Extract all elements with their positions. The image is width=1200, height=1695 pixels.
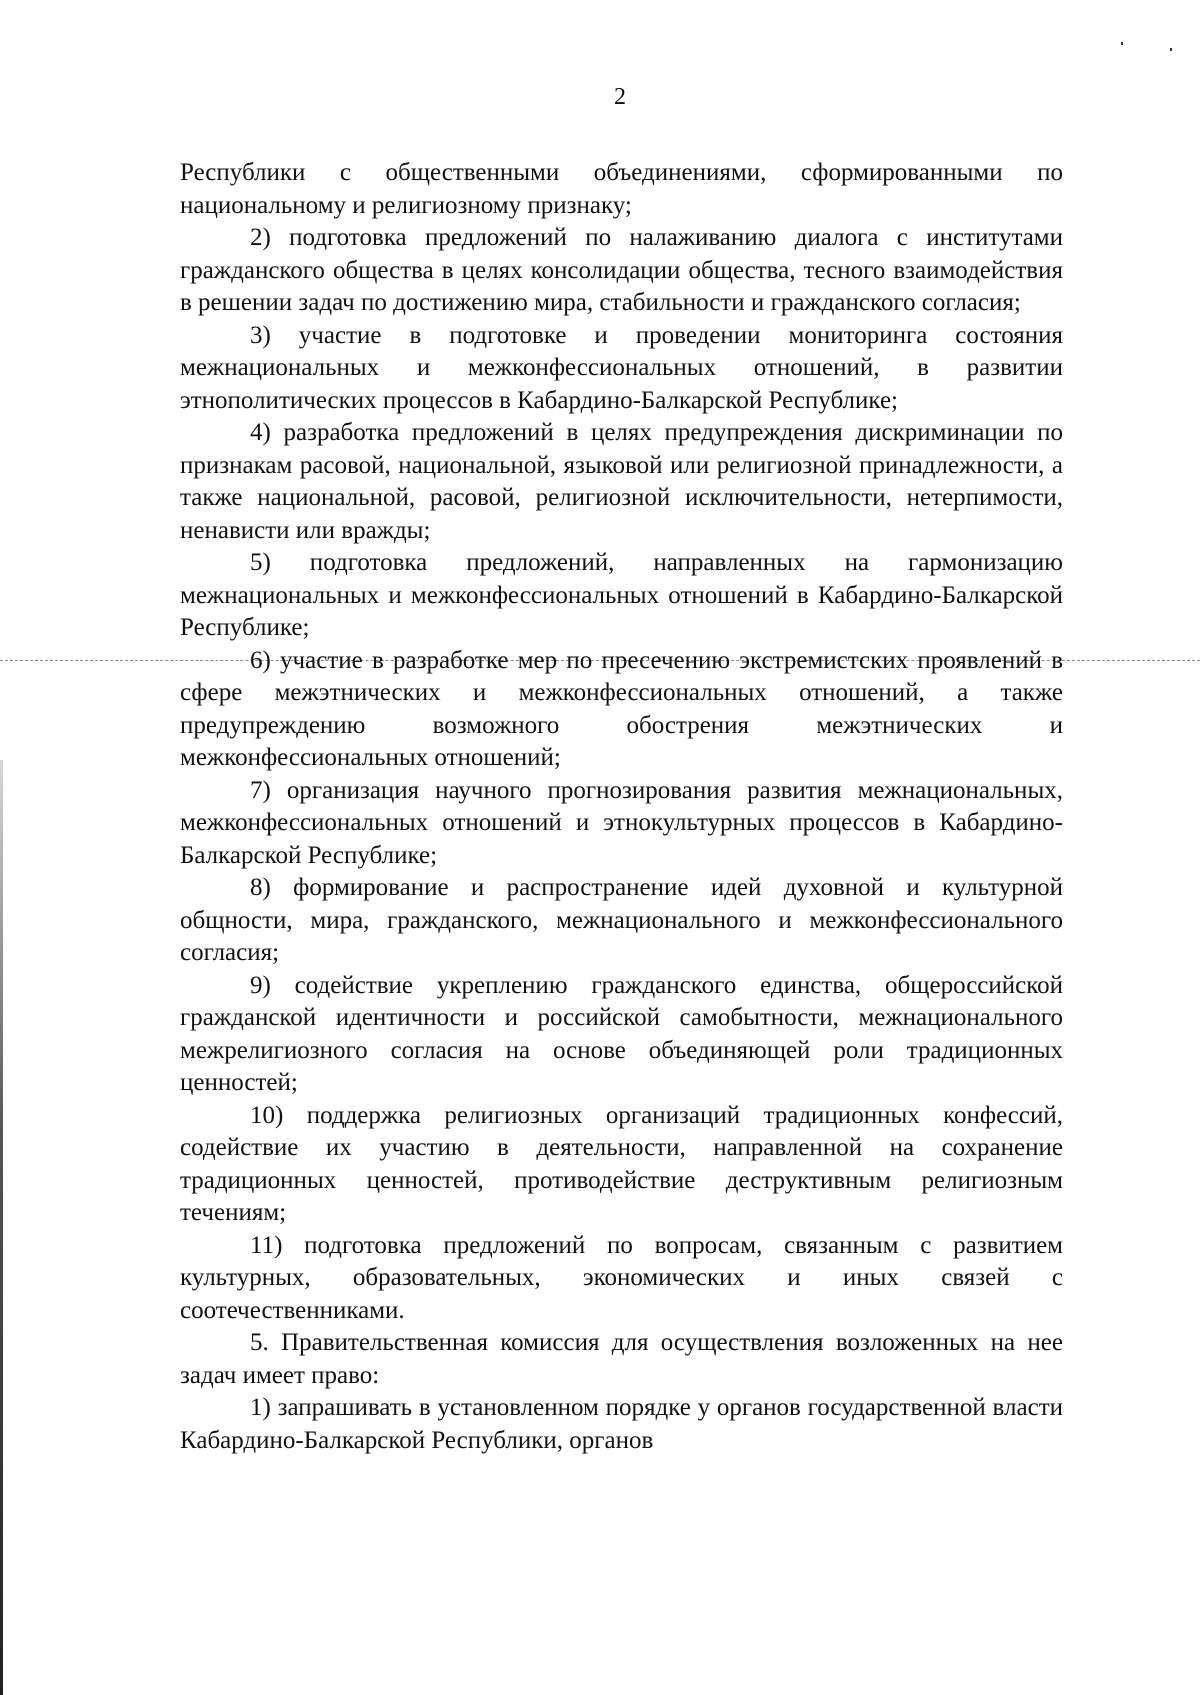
page-number: 2	[614, 84, 626, 110]
paragraph: 5) подготовка предложений, направленных на гармонизацию межнациональных и межконфессиональных отношений в Кабардино-Балкарской Республике;	[180, 549, 1063, 641]
scan-edge-shadow	[0, 760, 3, 1695]
paragraph: 3) участие в подготовке и проведении мониторинга состояния межнациональных и межконфессиональных отношений, в развитии этнополитических процессов в Кабардино-Балкарской Республике;	[180, 321, 1063, 414]
paragraph: 11) подготовка предложений по вопросам, связанным с развитием культурных, образовательных, экономических и иных связей с соотечественниками.	[180, 1231, 1063, 1324]
scan-speck	[1170, 48, 1172, 51]
paragraph: 8) формирование и распространение идей духовной и культурной общности, мира, гражданского, межнационального и межконфессионального согласия;	[180, 874, 1063, 966]
paragraph: 10) поддержка религиозных организаций традиционных конфессий, содействие их участию в деятельности, направленной на сохранение традиционных ценностей, противодействие деструктивным религиозным течениям;	[180, 1101, 1063, 1226]
paragraph: 2) подготовка предложений по налаживанию диалога с институтами гражданского общества в целях консолидации общества, тесного взаимодействия в решении задач по достижению мира, стабильности и гражданского согласия;	[180, 224, 1063, 316]
document-body	[180, 157, 1063, 1457]
paragraph: 1) запрашивать в установленном порядке у органов государственной власти Кабардино-Балкарской Республики, органов	[180, 1394, 1063, 1454]
paragraph: 7) организация научного прогнозирования развития межнациональных, межконфессиональных отношений и этнокультурных процессов в Кабардино-Балкарской Республике;	[180, 776, 1063, 869]
scan-speck	[1121, 42, 1123, 45]
paragraph: 6) участие в разработке мер по пресечению экстремистских проявлений в сфере межэтнических и межконфессиональных отношений, а также предупреждению возможного обострения межэтнических и межконфессиональных отношений;	[180, 646, 1063, 771]
paragraph: 4) разработка предложений в целях предупреждения дискриминации по признакам расовой, национальной, языковой или религиозной принадлежности, а также национальной, расовой, религиозной исключительности, нетерпимости, ненависти или вражды;	[180, 419, 1063, 544]
paragraph: 5. Правительственная комиссия для осуществления возложенных на нее задач имеет право:	[180, 1329, 1063, 1389]
paragraph: Республики с общественными объединениями, сформированными по национальному и религиозному признаку;	[180, 159, 1063, 219]
paragraph: 9) содействие укреплению гражданского единства, общероссийской гражданской идентичности и российской самобытности, межнационального межрелигиозного согласия на основе объединяющей роли традиционных ценностей;	[180, 971, 1063, 1096]
